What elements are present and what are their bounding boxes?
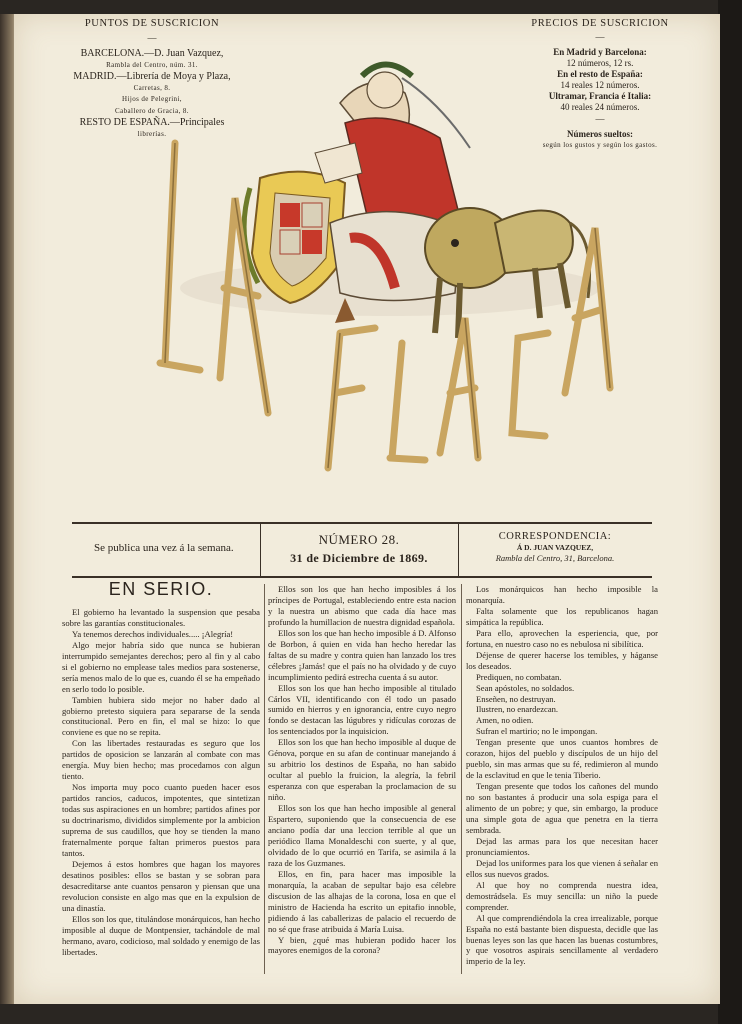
subscription-line: librerías. bbox=[137, 129, 167, 138]
paragraph: Ellos son los que han hecho imposible al general Espartero, suponiendo que la consecuencia de ese anciano podía dar una leccion terrible al que un periódico llama Monaldeschi con suerte, y al que, olvidado de lo que ocurrió en Tarifa, se asimila á la raza de los Guzmanes. bbox=[268, 803, 456, 868]
loose-issues-title: Números sueltos: bbox=[566, 129, 634, 139]
loose-issues-note: según los gustos y según los gastos. bbox=[542, 141, 658, 149]
paragraph: Y bien, ¿qué mas hubieran podido hacer los mayores enemigos de la corona? bbox=[268, 934, 456, 956]
periodicity: Se publica una vez á la semana. bbox=[94, 542, 234, 554]
correspondence-recipient: Á D. JUAN VAZQUEZ, bbox=[516, 543, 594, 552]
paragraph: Dejemos á estos hombres que hagan los mayores desatinos posibles: ellos se bastan y se sobran para desacreditarse ante cuantos pensaron y piensan que una revolucion consiste en algo mas que en la expulsion de una dinastía. bbox=[62, 858, 260, 913]
paragraph: Para ello, aprovechen la esperiencia, que, por fortuna, en nuestro caso no es nebulosa ni sibilítica. bbox=[466, 627, 658, 649]
masthead-title: LA FLACA bbox=[387, 482, 393, 483]
article-column-1 bbox=[62, 579, 260, 957]
paragraph: Tengan presente que todos los cañones del mundo no son bastantes á producir una sola espiga para el alimento de un pobre; y que, sin embargo, la produce una simple gota de agua que penetra en la tierra sembrada. bbox=[466, 781, 658, 835]
paragraph: Falta solamente que los republicanos hagan simpática la república. bbox=[466, 605, 658, 627]
paragraph: Algo mejor habría sido que nunca se hubieran interrumpido semejantes derechos; pero al fin y al cabo si el gobierno no emplease tales medios para sostenerse, sería menos malo de lo que es, cuando él se ha empeñado en serlo todo lo posible. bbox=[62, 639, 260, 694]
scan-edge bbox=[718, 0, 742, 1024]
paragraph: Ellos son los que han hecho imposible al duque de Génova, porque en su afan de continuar manejando á su arbitrio los destinos de España, no han sabido ocultar al pueblo la fruicion, la alegría, la febril esperanza con que esperaban la proclamacion de su niño. bbox=[268, 737, 456, 803]
price-line: En Madrid y Barcelona: bbox=[553, 47, 647, 57]
maxim-line: Sufran el martirio; no le impongan. bbox=[476, 726, 598, 737]
paragraph: Al que comprendiéndola la crea irrealizable, porque España no está bastante bien dispuesta, decidle que las buenas leyes son las que hacen las buenas costumbres, y que vosotros aspirais sencillamente al verdadero imperio de la ley. bbox=[466, 912, 658, 967]
paragraph: Dejad las armas para los que necesitan hacer pronunciamientos. bbox=[466, 835, 658, 857]
article-column-2 bbox=[268, 584, 456, 956]
paragraph: Los monárquicos han hecho imposible la monarquía. bbox=[466, 584, 658, 605]
paragraph: Ellos son los que han hecho imposibles á los príncipes de Portugal, estableciendo entre esta nacion y la nuestra un abismo que cada día hace mas profundo la humillacion de nuestra dignidad española. bbox=[268, 584, 456, 627]
maxim-line: Prediquen, no combatan. bbox=[476, 671, 562, 682]
paragraph: Ya tenemos derechos individuales..... ¡Alegría! bbox=[72, 628, 234, 639]
article-title: EN SERIO. bbox=[108, 579, 214, 599]
paragraph: Ellos son los que han hecho imposible á D. Alfonso de Borbon, á quien en vida han hecho heredar las faltas de su madre y contra quien han lanzado los tres célebres ¡Jamás! que el país no ha olvidado y de cuyo incumplimiento pedirá estrecha cuenta á su autor. bbox=[268, 627, 456, 682]
subscription-points: PUNTOS DE SUSCRICION — BARCELONA.—D. Juan Vazquez, Rambla del Centro, núm. 31. MADRID.—Librería de Moya y Plaza, Carretas, 8. Hijos de Pelegrini, Caballero de Gracia, 8. RESTO DE ESPAÑA.—Principales librerías. bbox=[62, 18, 242, 140]
paragraph: El gobierno ha levantado la suspension que pesaba sobre las garantías constitucionales. bbox=[62, 606, 260, 628]
subscription-line: MADRID.—Librería de Moya y Plaza, bbox=[73, 71, 231, 82]
maxim-line: Ilustren, no enardezcan. bbox=[476, 704, 559, 715]
paragraph: Ellos, en fin, para hacer mas imposible la monarquía, la acaban de sepultar bajo esa célebre discusion de las alhajas de la corona, losa en que el ministro de Hacienda ha escrito un epitafio innoble, pidiendo á las caballerizas de palacio el recuerdo de no sé que frase atribuida á María Luisa. bbox=[268, 868, 456, 934]
price-line: 12 números, 12 rs. bbox=[566, 58, 634, 68]
paragraph: Nos importa muy poco cuanto pueden hacer esos partidos rancios, caducos, impotentes, que sintetizan todas sus aspiraciones en un hombre; partidos afines por su doctrinarismo, divididos simplemente por la ambicion suprema de sus caudillos, que hoy se tienden la mano fraternalmente porque faltan primeros puestos para tantos. bbox=[62, 782, 260, 858]
subscription-points-title: PUNTOS DE SUSCRICION bbox=[84, 18, 220, 29]
maxim-line: Amen, no odien. bbox=[476, 715, 534, 726]
subscription-line: Carretas, 8. bbox=[133, 83, 171, 92]
paragraph: Ellos son los que, titulándose monárquicos, han hecho imposible al duque de Montpensier, tachándole de mal hermano, avaro, codicioso, mal soldado y enemigo de las libertades. bbox=[62, 913, 260, 957]
price-line: En el resto de España: bbox=[557, 69, 643, 79]
subscription-prices-title: PRECIOS DE SUSCRICION bbox=[531, 18, 669, 29]
maxim-line: Sean apóstoles, no soldados. bbox=[476, 682, 575, 693]
paragraph: Tambien hubiera sido mejor no haber dado al gobierno pretesto siquiera para separarse de la senda constitucional. Pero en fin, el mal se hizo: lo que conviene es que no se repita. bbox=[62, 694, 260, 738]
subscription-prices: PRECIOS DE SUSCRICION — En Madrid y Barcelona: 12 números, 12 rs. En el resto de España: 14 reales 12 números. Ultramar, Francia é Italia: 40 reales 24 números. — Números sueltos: según los gustos y según los gastos. bbox=[508, 18, 692, 151]
subscription-line: Rambla del Centro, núm. 31. bbox=[106, 60, 198, 69]
correspondence-address: Rambla del Centro, 31, Barcelona. bbox=[495, 553, 615, 563]
subscription-line: Caballero de Gracia, 8. bbox=[115, 106, 189, 115]
maxim-line: Enseñen, no destruyan. bbox=[476, 693, 556, 704]
price-line: 40 reales 24 números. bbox=[560, 102, 640, 112]
paragraph: Dejad los uniformes para los que vienen á señalar en ellos sus nuevos grados. bbox=[466, 857, 658, 879]
article-column-3 bbox=[466, 584, 658, 967]
column-rule bbox=[264, 584, 265, 974]
masthead-illustration bbox=[140, 48, 640, 488]
paragraph: Déjense de querer hacerse los temibles, y háganse los deseados. bbox=[466, 649, 658, 671]
paragraph: Ellos son los que han hecho imposible al titulado Cárlos VII, identificando con él todo un pasado sumido en hierros y en ignorancia, entre cuyo negro fondo se destacan las lúgubres y ridículas corozas de los sentenciados por la inquisicion. bbox=[268, 682, 456, 737]
issue-number: NÚMERO 28. bbox=[318, 532, 400, 547]
subscription-line: Hijos de Pelegrini, bbox=[122, 95, 182, 103]
subscription-line: BARCELONA.—D. Juan Vazquez, bbox=[80, 48, 224, 59]
correspondence-title: CORRESPONDENCIA: bbox=[498, 531, 612, 542]
issue-date: 31 de Diciembre de 1869. bbox=[290, 551, 428, 565]
paragraph: Tengan presente que unos cuantos hombres de corazon, hijos del pueblo y discípulos de un hijo del pueblo, sin mas armas que su fé, redimieron al mundo de la esclavitud en que le tenia Tiberio. bbox=[466, 737, 658, 781]
subscription-line: RESTO DE ESPAÑA.—Principales bbox=[79, 117, 225, 128]
issue-info-bar bbox=[72, 522, 652, 578]
price-line: 14 reales 12 números. bbox=[560, 80, 640, 90]
paragraph: Con las libertades restauradas es seguro que los partidos de oposicion se lanzarán al combate con mas energía. Muy bien hecho; mas procedamos con algun tiento. bbox=[62, 738, 260, 782]
column-rule bbox=[461, 584, 462, 974]
paragraph: Al que hoy no comprenda nuestra idea, demostrádsela. Es muy sencilla: un niño la puede comprender. bbox=[466, 879, 658, 912]
price-line: Ultramar, Francia é Italia: bbox=[548, 91, 652, 101]
